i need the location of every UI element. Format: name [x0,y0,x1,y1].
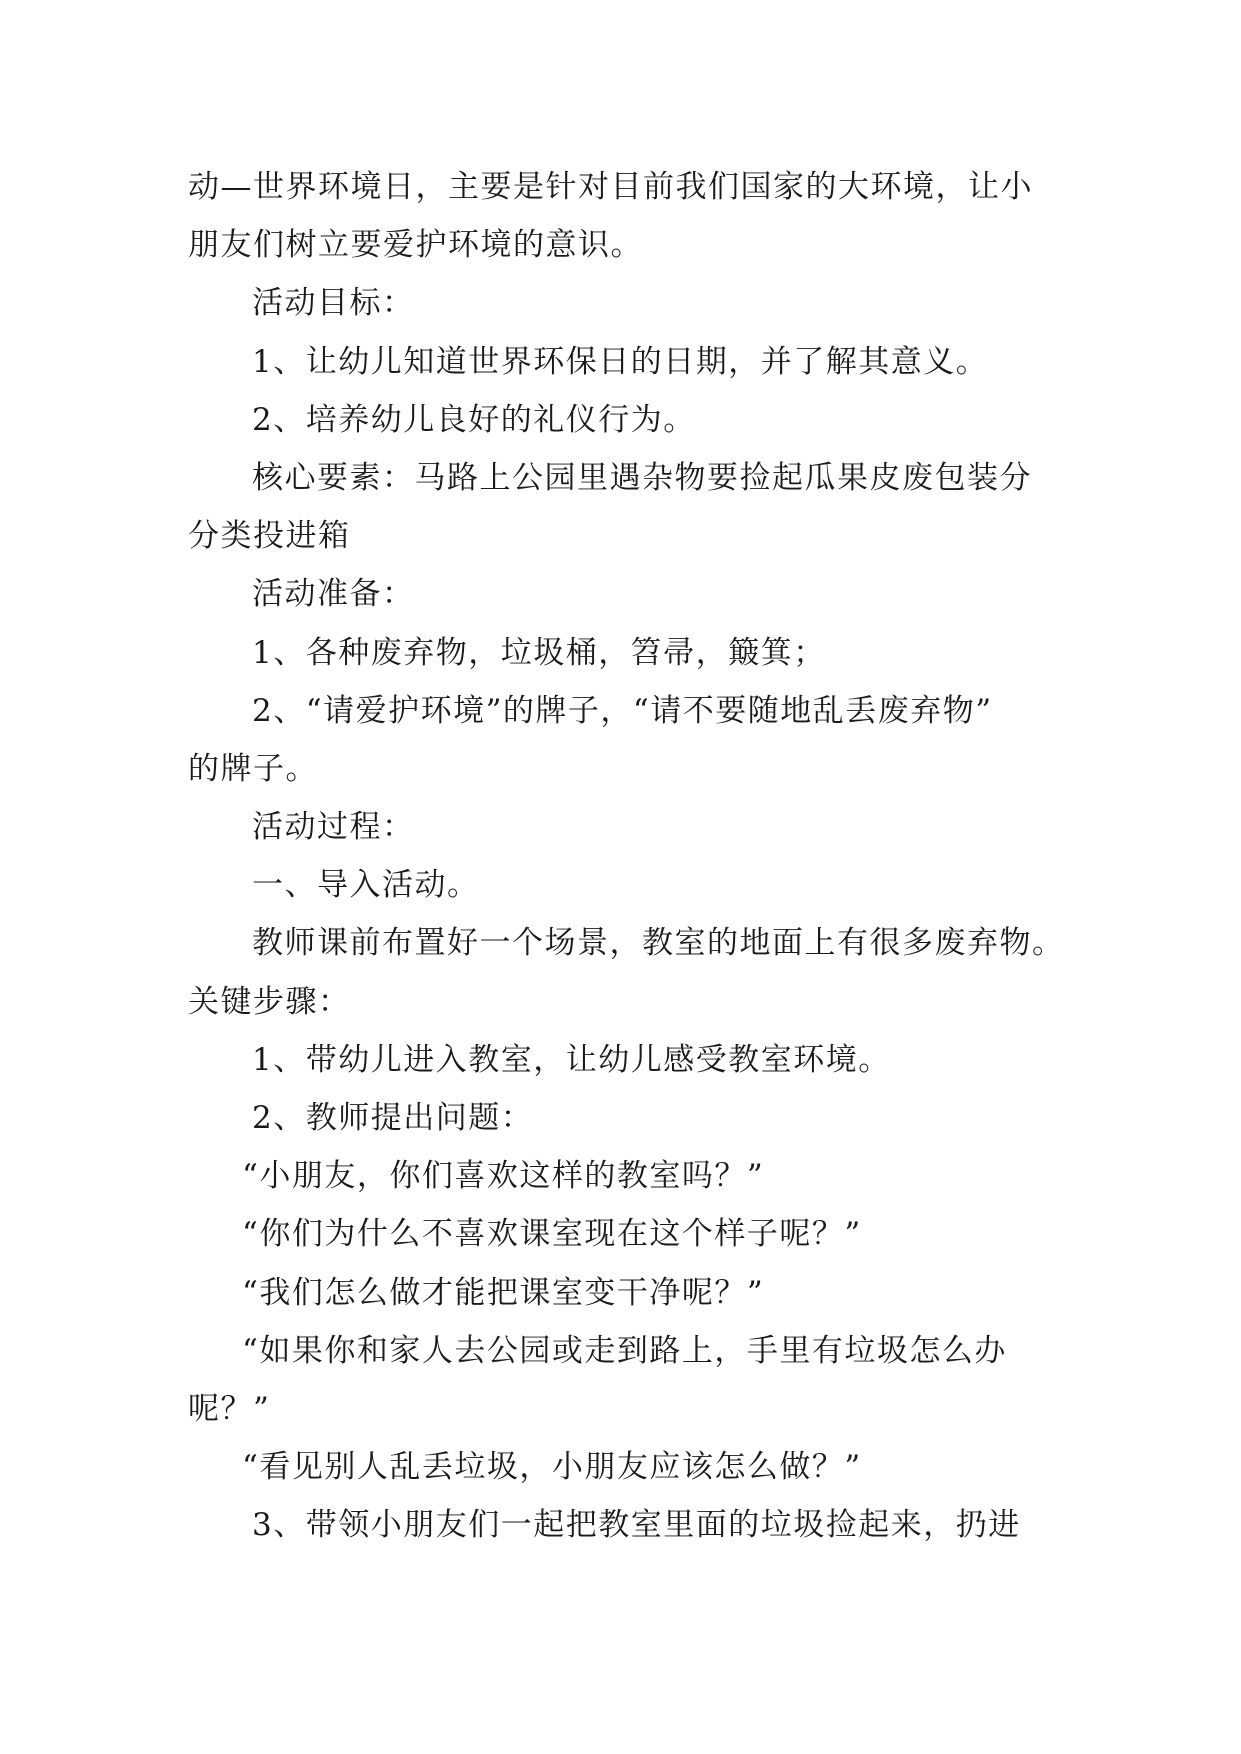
text-line: 朋友们树立要爱护环境的意识。 [188,227,643,264]
text-line: 分类投进箱 [188,518,351,555]
document-body [188,158,1065,1555]
section-heading-key-steps: 关键步骤： [188,983,351,1020]
list-item: 1、各种废弃物，垃圾桶，笤帚，簸箕； [252,634,826,671]
list-item: 2、“请爱护环境”的牌子，“请不要随地乱丢废弃物” [252,692,993,729]
list-item: 1、让幼儿知道世界环保日的日期，并了解其意义。 [252,343,989,380]
text-line: 教师课前布置好一个场景，教室的地面上有很多废弃物。 [252,925,1065,962]
quote-line: “我们怎么做才能把课室变干净呢？” [242,1274,765,1311]
quote-line: “你们为什么不喜欢课室现在这个样子呢？” [242,1216,862,1253]
list-item: 1、带幼儿进入教室，让幼儿感受教室环境。 [252,1041,891,1078]
quote-line: “小朋友，你们喜欢这样的教室吗？” [242,1158,765,1195]
list-item: 2、培养幼儿良好的礼仪行为。 [252,401,696,438]
text-line: 动—世界环境日，主要是针对目前我们国家的大环境，让小 [188,169,1033,205]
quote-line: “如果你和家人去公园或走到路上，手里有垃圾怎么办 [242,1332,1007,1369]
text-line: 呢？” [188,1390,271,1427]
list-item: 2、教师提出问题： [252,1100,534,1136]
section-heading-goals: 活动目标： [252,285,415,322]
text-line: 核心要素：马路上公园里遇杂物要捡起瓜果皮废包装分 [252,459,1032,496]
subsection-heading: 一、导入活动。 [252,867,480,904]
section-heading-process: 活动过程： [252,809,415,846]
list-item: 3、带领小朋友们一起把教室里面的垃圾捡起来，扔进 [252,1507,1021,1544]
text-line: 的牌子。 [188,750,318,787]
quote-line: “看见别人乱丢垃圾，小朋友应该怎么做？” [242,1449,862,1486]
section-heading-preparation: 活动准备： [252,576,415,613]
